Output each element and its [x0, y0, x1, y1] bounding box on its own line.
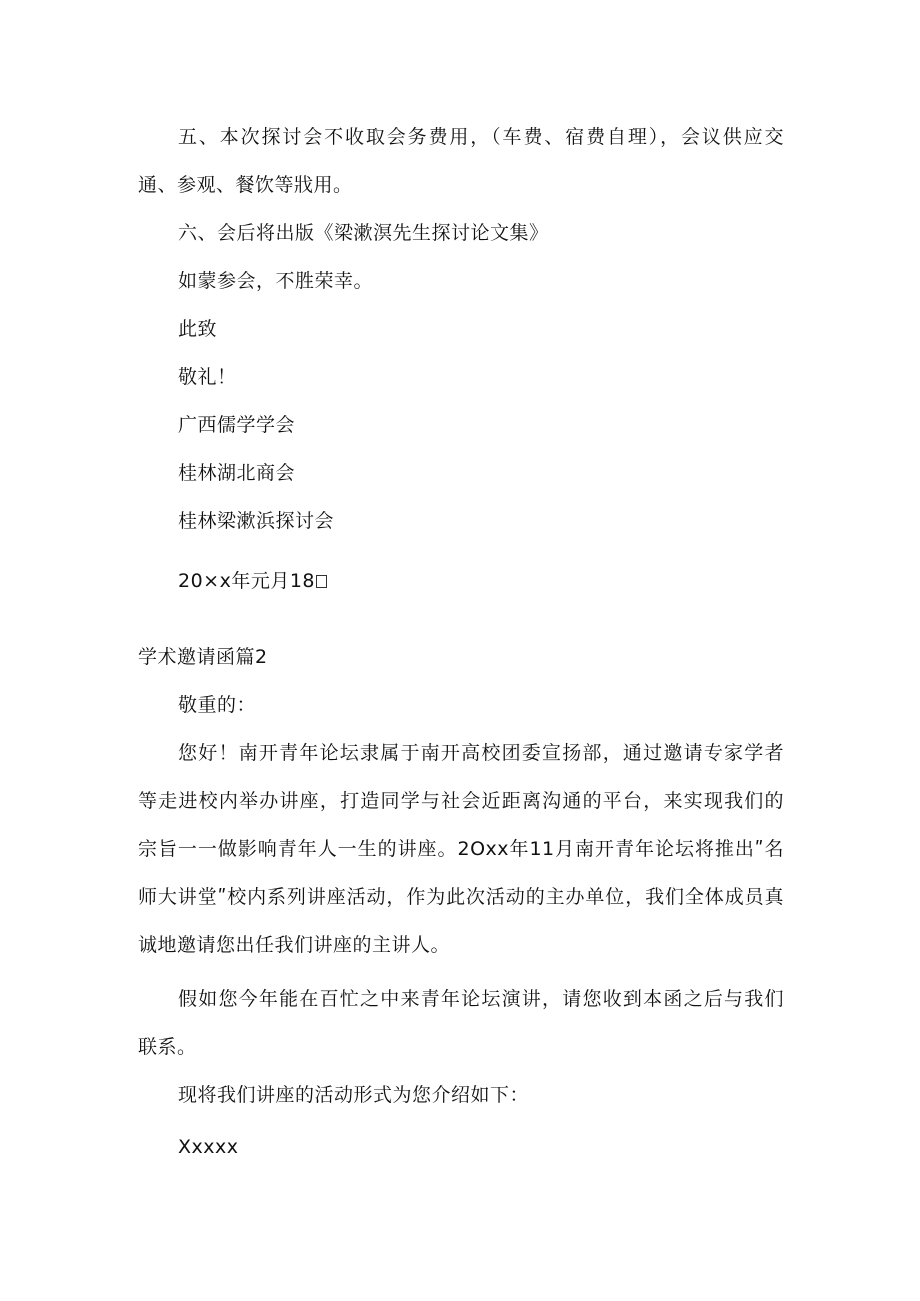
organizer-2: 桂林湖北商会	[178, 462, 296, 484]
organizer-1: 广西儒学学会	[178, 414, 296, 436]
para1-line-2: 等走进校内举办讲座，打造同学与社会近距离沟通的平台，来实现我们的	[138, 790, 784, 812]
item-6: 六、会后将出版《梁漱溟先生探讨论文集》	[178, 222, 549, 244]
missing-glyph-box	[316, 575, 327, 588]
closing-invite: 如蒙参会，不胜荣幸。	[178, 270, 374, 292]
placeholder-text: Xxxxx	[178, 1136, 239, 1158]
para1-line-5: 诚地邀请您出任我们讲座的主讲人。	[138, 934, 451, 956]
para1-line-1: 您好！南开青年论坛隶属于南开高校团委宣扬部，通过邀请专家学者	[178, 742, 784, 764]
para2-line-2: 联系。	[138, 1036, 197, 1058]
date-text: 20×x年元月18	[178, 570, 316, 592]
para2-line-1: 假如您今年能在百忙之中来青年论坛演讲，请您收到本函之后与我们	[178, 988, 784, 1010]
greeting: 敬重的：	[178, 694, 257, 716]
section-title: 学术邀请函篇2	[138, 646, 268, 668]
item-5-line-1: 五、本次探讨会不收取会务费用，（车费、宿费自理），会议供应交	[178, 126, 784, 148]
para1-line-3: 宗旨一一做影响青年人一生的讲座。2Oxx年11月南开青年论坛将推出ʺ名	[138, 838, 784, 860]
date-line	[178, 567, 327, 595]
salutation-2: 敬礼！	[178, 366, 237, 388]
item-5-line-2: 通、参观、餐饮等戕用。	[138, 174, 353, 196]
organizer-3: 桂林梁漱浜探讨会	[178, 510, 335, 532]
para3: 现将我们讲座的活动形式为您介绍如下：	[178, 1084, 530, 1106]
salutation-1: 此致	[178, 318, 218, 340]
para1-line-4: 师大讲堂ʺ校内系列讲座活动，作为此次活动的主办单位，我们全体成员真	[138, 886, 784, 908]
